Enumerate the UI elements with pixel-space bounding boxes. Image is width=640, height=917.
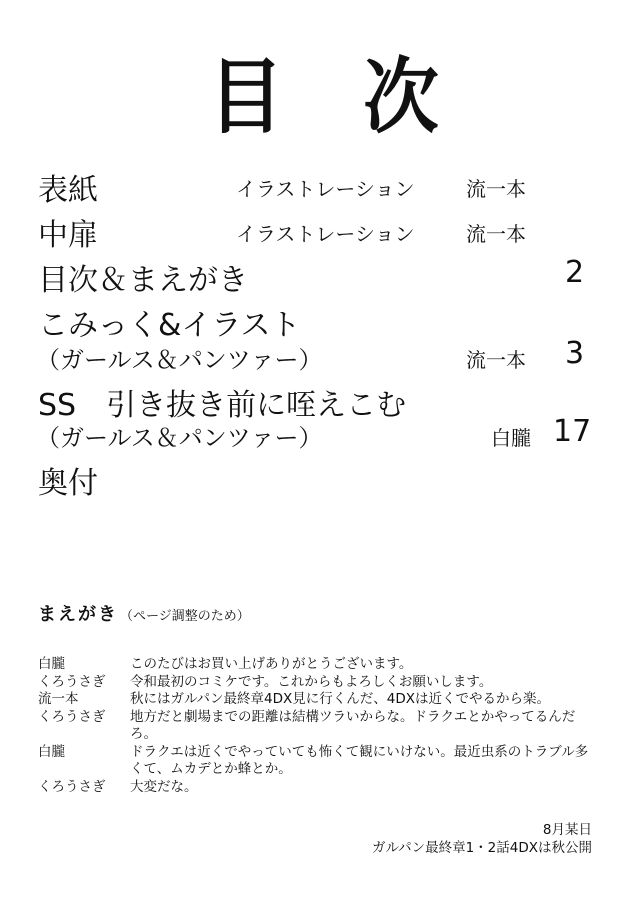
dialogue-text: ドラクエは近くでやっていても怖くて観にいけない。最近虫系のトラブル多くて、ムカデとか蜂とか。	[130, 743, 589, 777]
dialogue-speaker: 白朧	[38, 656, 65, 672]
toc-label: 目次＆まえがき	[38, 263, 248, 298]
afterword-title	[38, 600, 250, 626]
toc-row-colophon	[0, 458, 640, 501]
toc-label: 中扉	[38, 218, 98, 253]
dialogue-line	[38, 656, 598, 674]
dialogue-speaker: くろうさぎ	[38, 673, 106, 690]
dialogue-line	[38, 779, 598, 797]
toc-page-number: 3	[565, 336, 585, 371]
toc-label: こみっく&イラスト	[38, 308, 301, 343]
page-title	[0, 50, 640, 145]
toc-author: 白朧	[491, 426, 531, 450]
dialogue-text: 秋にはガルパン最終章4DX見に行くんだ、4DXは近くでやるから楽。	[130, 691, 551, 707]
afterword-release-note: ガルパン最終章1・2話4DXは秋公開	[372, 840, 592, 856]
toc-author: 流一本	[466, 222, 526, 246]
afterword-date: 8月某日	[542, 822, 592, 838]
toc-description: イラストレーション	[236, 177, 415, 201]
afterword-heading: まえがき	[38, 604, 118, 625]
toc-subtitle: （ガールス＆パンツァー）	[36, 424, 323, 452]
toc-description: イラストレーション	[236, 222, 415, 246]
toc-page-number: 2	[565, 255, 585, 290]
dialogue-line	[38, 674, 598, 692]
title-char-1: 目	[208, 50, 284, 145]
dialogue-speaker: くろうさぎ	[38, 778, 106, 795]
afterword-note: （ページ調整のため）	[120, 609, 250, 624]
toc-row-inner-cover	[0, 210, 640, 253]
dialogue-line	[38, 709, 598, 744]
toc-author: 流一本	[466, 177, 526, 201]
toc-label: SS 引き抜き前に咥えこむ	[38, 388, 407, 423]
toc-row-contents	[0, 255, 640, 298]
toc-label: 表紙	[38, 173, 98, 208]
toc-subtitle: （ガールス＆パンツァー）	[36, 346, 323, 374]
toc-label: 奥付	[38, 466, 98, 501]
afterword-dialogue	[38, 656, 598, 796]
dialogue-text: 令和最初のコミケです。これからもよろしくお願いします。	[130, 673, 493, 690]
dialogue-text: このたびはお買い上げありがとうございます。	[130, 656, 413, 672]
title-char-2: 次	[363, 50, 439, 145]
toc-row-cover	[0, 165, 640, 208]
toc-author: 流一本	[466, 348, 526, 372]
dialogue-text: 地方だと劇場までの距離は結構ツラいからな。ドラクエとかやってるんだろ。	[130, 708, 576, 742]
toc-page-number: 17	[553, 414, 592, 449]
dialogue-speaker: 流一本	[38, 691, 79, 707]
toc-row-ss	[0, 380, 640, 454]
dialogue-line	[38, 691, 598, 709]
toc-row-comic	[0, 300, 640, 374]
dialogue-speaker: くろうさぎ	[38, 708, 106, 725]
dialogue-text: 大変だな。	[130, 778, 198, 795]
dialogue-speaker: 白朧	[38, 743, 65, 760]
dialogue-line	[38, 744, 598, 779]
